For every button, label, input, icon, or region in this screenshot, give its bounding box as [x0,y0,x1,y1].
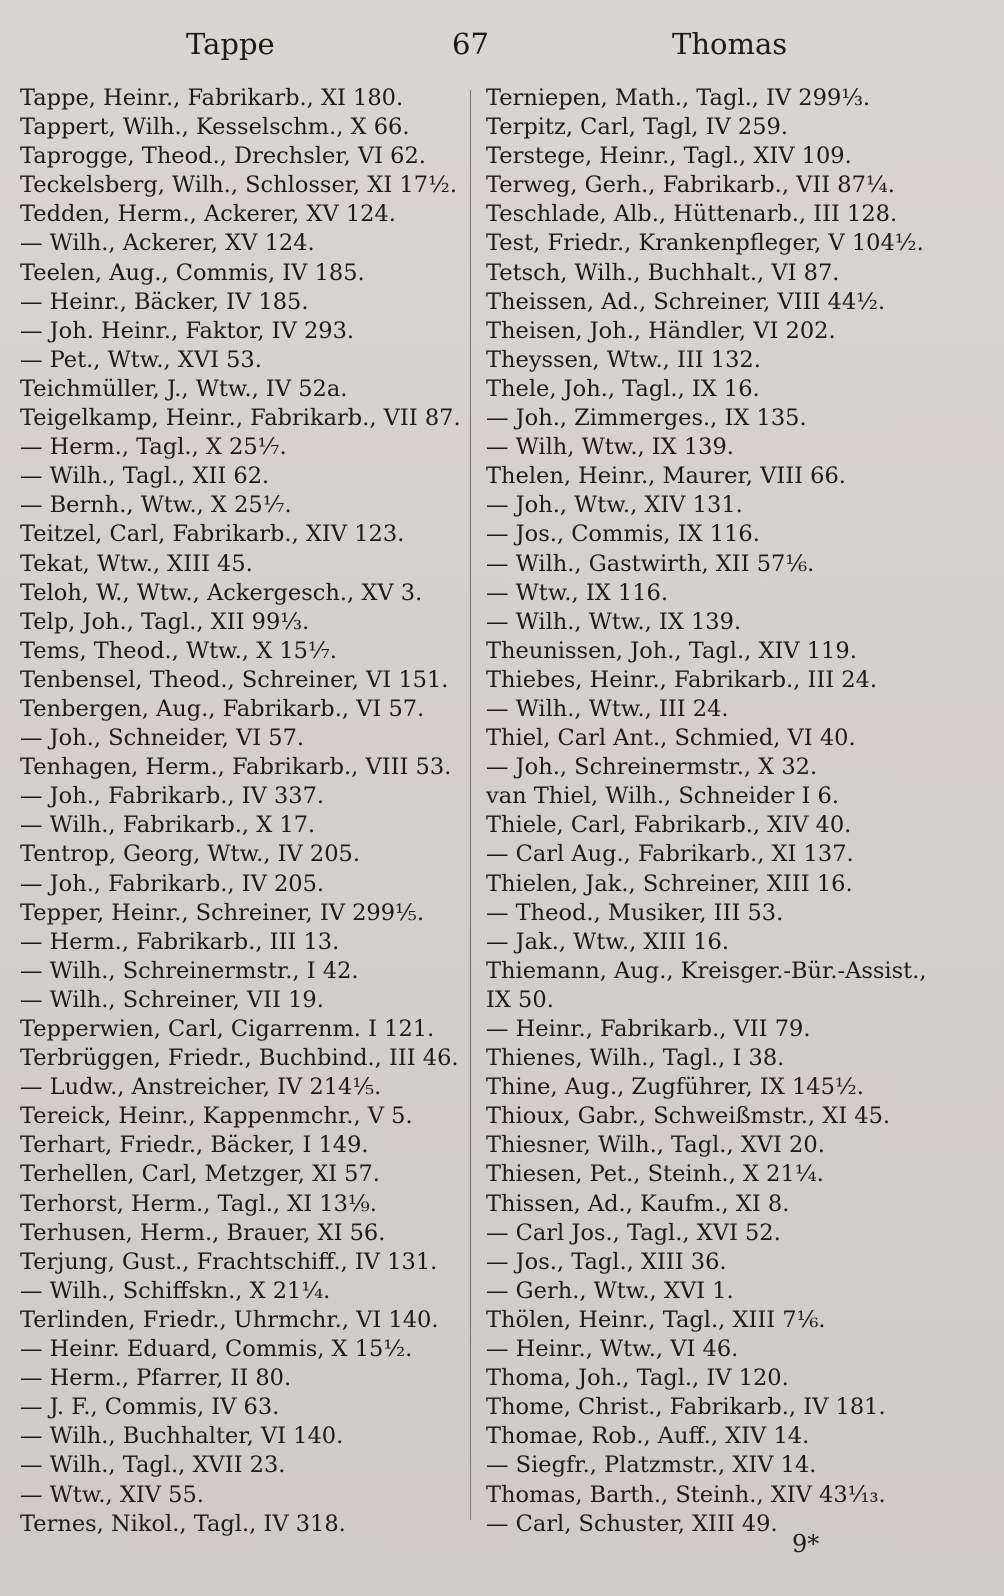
directory-entry: — Wilh., Wtw., IX 139. [486,608,742,635]
directory-entry: Tepper, Heinr., Schreiner, IV 299⅕. [20,899,425,926]
directory-entry: Thielen, Jak., Schreiner, XIII 16. [486,870,853,897]
directory-entry: Thiebes, Heinr., Fabrikarb., III 24. [486,666,878,693]
directory-entry: Teitzel, Carl, Fabrikarb., XIV 123. [20,521,405,548]
directory-entry: Thomae, Rob., Auff., XIV 14. [486,1423,810,1450]
directory-entry: — Wilh., Buchhalter, VI 140. [20,1423,344,1450]
directory-entry: — Wilh, Wtw., IX 139. [486,434,734,461]
directory-entry: Test, Friedr., Krankenpfleger, V 104½. [486,230,924,257]
directory-entry: Theyssen, Wtw., III 132. [486,346,761,373]
directory-entry: — Heinr., Fabrikarb., VII 79. [486,1016,811,1042]
directory-entry: Theisen, Joh., Händler, VI 202. [486,317,836,344]
directory-entry: Tenhagen, Herm., Fabrikarb., VIII 53. [20,754,452,781]
directory-entry: — Carl Jos., Tagl., XVI 52. [486,1219,781,1246]
directory-entry: Thiemann, Aug., Kreisger.-Bür.-Assist., [486,957,927,984]
directory-entry: Tereick, Heinr., Kappenmchr., V 5. [20,1103,413,1130]
directory-entry: Tenbensel, Theod., Schreiner, VI 151. [20,666,449,693]
directory-entry: Thiel, Carl Ant., Schmied, VI 40. [486,725,856,752]
directory-entry: — Wilh., Tagl., XVII 23. [20,1452,286,1479]
directory-entry: Tentrop, Georg, Wtw., IV 205. [20,841,361,868]
directory-entry: — Joh., Fabrikarb., IV 337. [20,783,325,810]
directory-entry: Teloh, W., Wtw., Ackergesch., XV 3. [20,579,423,606]
directory-entry: — Wilh., Tagl., XII 62. [20,463,270,490]
directory-entry: IX 50. [486,986,554,1013]
directory-entry: Theissen, Ad., Schreiner, VIII 44½. [486,288,886,315]
directory-entry: — Carl Aug., Fabrikarb., XI 137. [486,841,854,868]
directory-entry: — Joh. Heinr., Faktor, IV 293. [20,317,355,344]
directory-entry: — Wtw., IX 116. [486,579,669,606]
directory-entry: Tappe, Heinr., Fabrikarb., XI 180. [20,85,404,111]
directory-entry: Terweg, Gerh., Fabrikarb., VII 87¼. [486,172,895,199]
directory-entry: — Wilh., Ackerer, XV 124. [20,230,315,257]
directory-entry: Terpitz, Carl, Tagl, IV 259. [486,114,788,141]
directory-entry: Theunissen, Joh., Tagl., XIV 119. [486,637,857,664]
directory-entry: Thiesen, Pet., Steinh., X 21¼. [486,1161,824,1188]
directory-entry: — Heinr., Wtw., VI 46. [486,1336,739,1363]
directory-entry: Teelen, Aug., Commis, IV 185. [20,259,365,286]
directory-entry: Tappert, Wilh., Kesselschm., X 66. [20,114,410,141]
directory-entry: Tetsch, Wilh., Buchhalt., VI 87. [486,259,840,286]
directory-entry: Terniepen, Math., Tagl., IV 299⅓. [486,85,871,111]
directory-entry: Thele, Joh., Tagl., IX 16. [486,375,760,402]
directory-entry: — Heinr. Eduard, Commis, X 15½. [20,1336,413,1363]
directory-entry: Terhart, Friedr., Bäcker, I 149. [20,1132,369,1159]
directory-entry: Thiesner, Wilh., Tagl., XVI 20. [486,1132,825,1159]
directory-entry: Thienes, Wilh., Tagl., I 38. [486,1045,785,1072]
directory-entry: — Jos., Tagl., XIII 36. [486,1248,727,1275]
directory-entry: Tekat, Wtw., XIII 45. [20,550,253,577]
directory-entry: Tems, Theod., Wtw., X 15⅐. [20,637,337,664]
directory-entry: Thelen, Heinr., Maurer, VIII 66. [486,463,846,490]
directory-entry: — Bernh., Wtw., X 25⅐. [20,492,292,519]
signature-mark: 9* [792,1530,820,1558]
directory-entry: — Wilh., Wtw., III 24. [486,695,729,722]
directory-entry: Thomas, Barth., Steinh., XIV 43¹⁄₁₃. [486,1481,886,1508]
page-header [0,22,1004,66]
page-number: 67 [452,27,489,61]
left-column [20,84,468,1539]
directory-entry: — Herm., Pfarrer, II 80. [20,1365,292,1392]
header-left-keyword: Tappe [186,27,275,61]
directory-entry: — Jos., Commis, IX 116. [486,521,760,548]
directory-entry: — Heinr., Bäcker, IV 185. [20,288,309,315]
directory-entry: Taprogge, Theod., Drechsler, VI 62. [20,143,426,170]
directory-entry: Thioux, Gabr., Schweißmstr., XI 45. [486,1103,891,1130]
directory-entry: Teckelsberg, Wilh., Schlosser, XI 17½. [20,172,458,199]
directory-entry: — Joh., Schreinermstr., X 32. [486,754,818,781]
directory-entry: — Theod., Musiker, III 53. [486,899,784,926]
directory-entry: Terjung, Gust., Frachtschiff., IV 131. [20,1248,438,1275]
directory-entry: Telp, Joh., Tagl., XII 99⅓. [20,608,310,635]
directory-entry: Thölen, Heinr., Tagl., XIII 7⅙. [486,1306,826,1333]
directory-entry: Terhellen, Carl, Metzger, XI 57. [20,1161,380,1188]
directory-entry: Terhusen, Herm., Brauer, XI 56. [20,1219,386,1246]
directory-entry: van Thiel, Wilh., Schneider I 6. [486,783,839,810]
directory-entry: Thiele, Carl, Fabrikarb., XIV 40. [486,812,852,839]
directory-entry: — J. F., Commis, IV 63. [20,1394,280,1421]
directory-entry: — Wilh., Schreinermstr., I 42. [20,957,359,984]
directory-entry: — Wilh., Fabrikarb., X 17. [20,812,316,839]
directory-entry: — Joh., Zimmerges., IX 135. [486,405,807,432]
directory-entry: Tedden, Herm., Ackerer, XV 124. [20,201,396,228]
directory-entry: — Pet., Wtw., XVI 53. [20,346,262,373]
directory-entry: — Wtw., XIV 55. [20,1481,204,1508]
directory-entry: — Joh., Schneider, VI 57. [20,725,305,752]
directory-entry: Teichmüller, J., Wtw., IV 52a. [20,375,348,402]
directory-entry: — Herm., Fabrikarb., III 13. [20,928,340,955]
right-column [486,84,986,1539]
directory-entry: — Siegfr., Platzmstr., XIV 14. [486,1452,817,1479]
directory-entry: Teschlade, Alb., Hüttenarb., III 128. [486,201,898,228]
directory-entry: — Carl, Schuster, XIII 49. [486,1510,778,1537]
header-right-keyword: Thomas [672,27,788,61]
directory-entry: Terbrüggen, Friedr., Buchbind., III 46. [20,1045,459,1072]
directory-entry: Thome, Christ., Fabrikarb., IV 181. [486,1394,886,1421]
directory-entry: Tenbergen, Aug., Fabrikarb., VI 57. [20,695,425,722]
directory-entry: Terhorst, Herm., Tagl., XI 13⅑. [20,1190,377,1217]
directory-entry: — Gerh., Wtw., XVI 1. [486,1277,734,1304]
directory-entry: — Wilh., Schreiner, VII 19. [20,986,324,1013]
directory-entry: Thoma, Joh., Tagl., IV 120. [486,1365,789,1392]
directory-entry: — Joh., Wtw., XIV 131. [486,492,743,519]
directory-entry: Thine, Aug., Zugführer, IX 145½. [486,1074,864,1101]
directory-entry: Terstege, Heinr., Tagl., XIV 109. [486,143,852,170]
directory-entry: — Wilh., Gastwirth, XII 57⅙. [486,550,815,577]
directory-entry: — Ludw., Anstreicher, IV 214⅕. [20,1074,382,1101]
directory-entry: — Herm., Tagl., X 25⅐. [20,434,287,461]
directory-entry: Thissen, Ad., Kaufm., XI 8. [486,1190,790,1217]
directory-entry: — Jak., Wtw., XIII 16. [486,928,730,955]
column-divider [470,90,471,1520]
directory-entry: — Joh., Fabrikarb., IV 205. [20,870,325,897]
directory-entry: Terlinden, Friedr., Uhrmchr., VI 140. [20,1306,439,1333]
directory-entry: — Wilh., Schiffskn., X 21¼. [20,1277,331,1304]
directory-entry: Ternes, Nikol., Tagl., IV 318. [20,1510,346,1537]
directory-entry: Teigelkamp, Heinr., Fabrikarb., VII 87. [20,405,461,432]
directory-entry: Tepperwien, Carl, Cigarrenm. I 121. [20,1016,435,1042]
